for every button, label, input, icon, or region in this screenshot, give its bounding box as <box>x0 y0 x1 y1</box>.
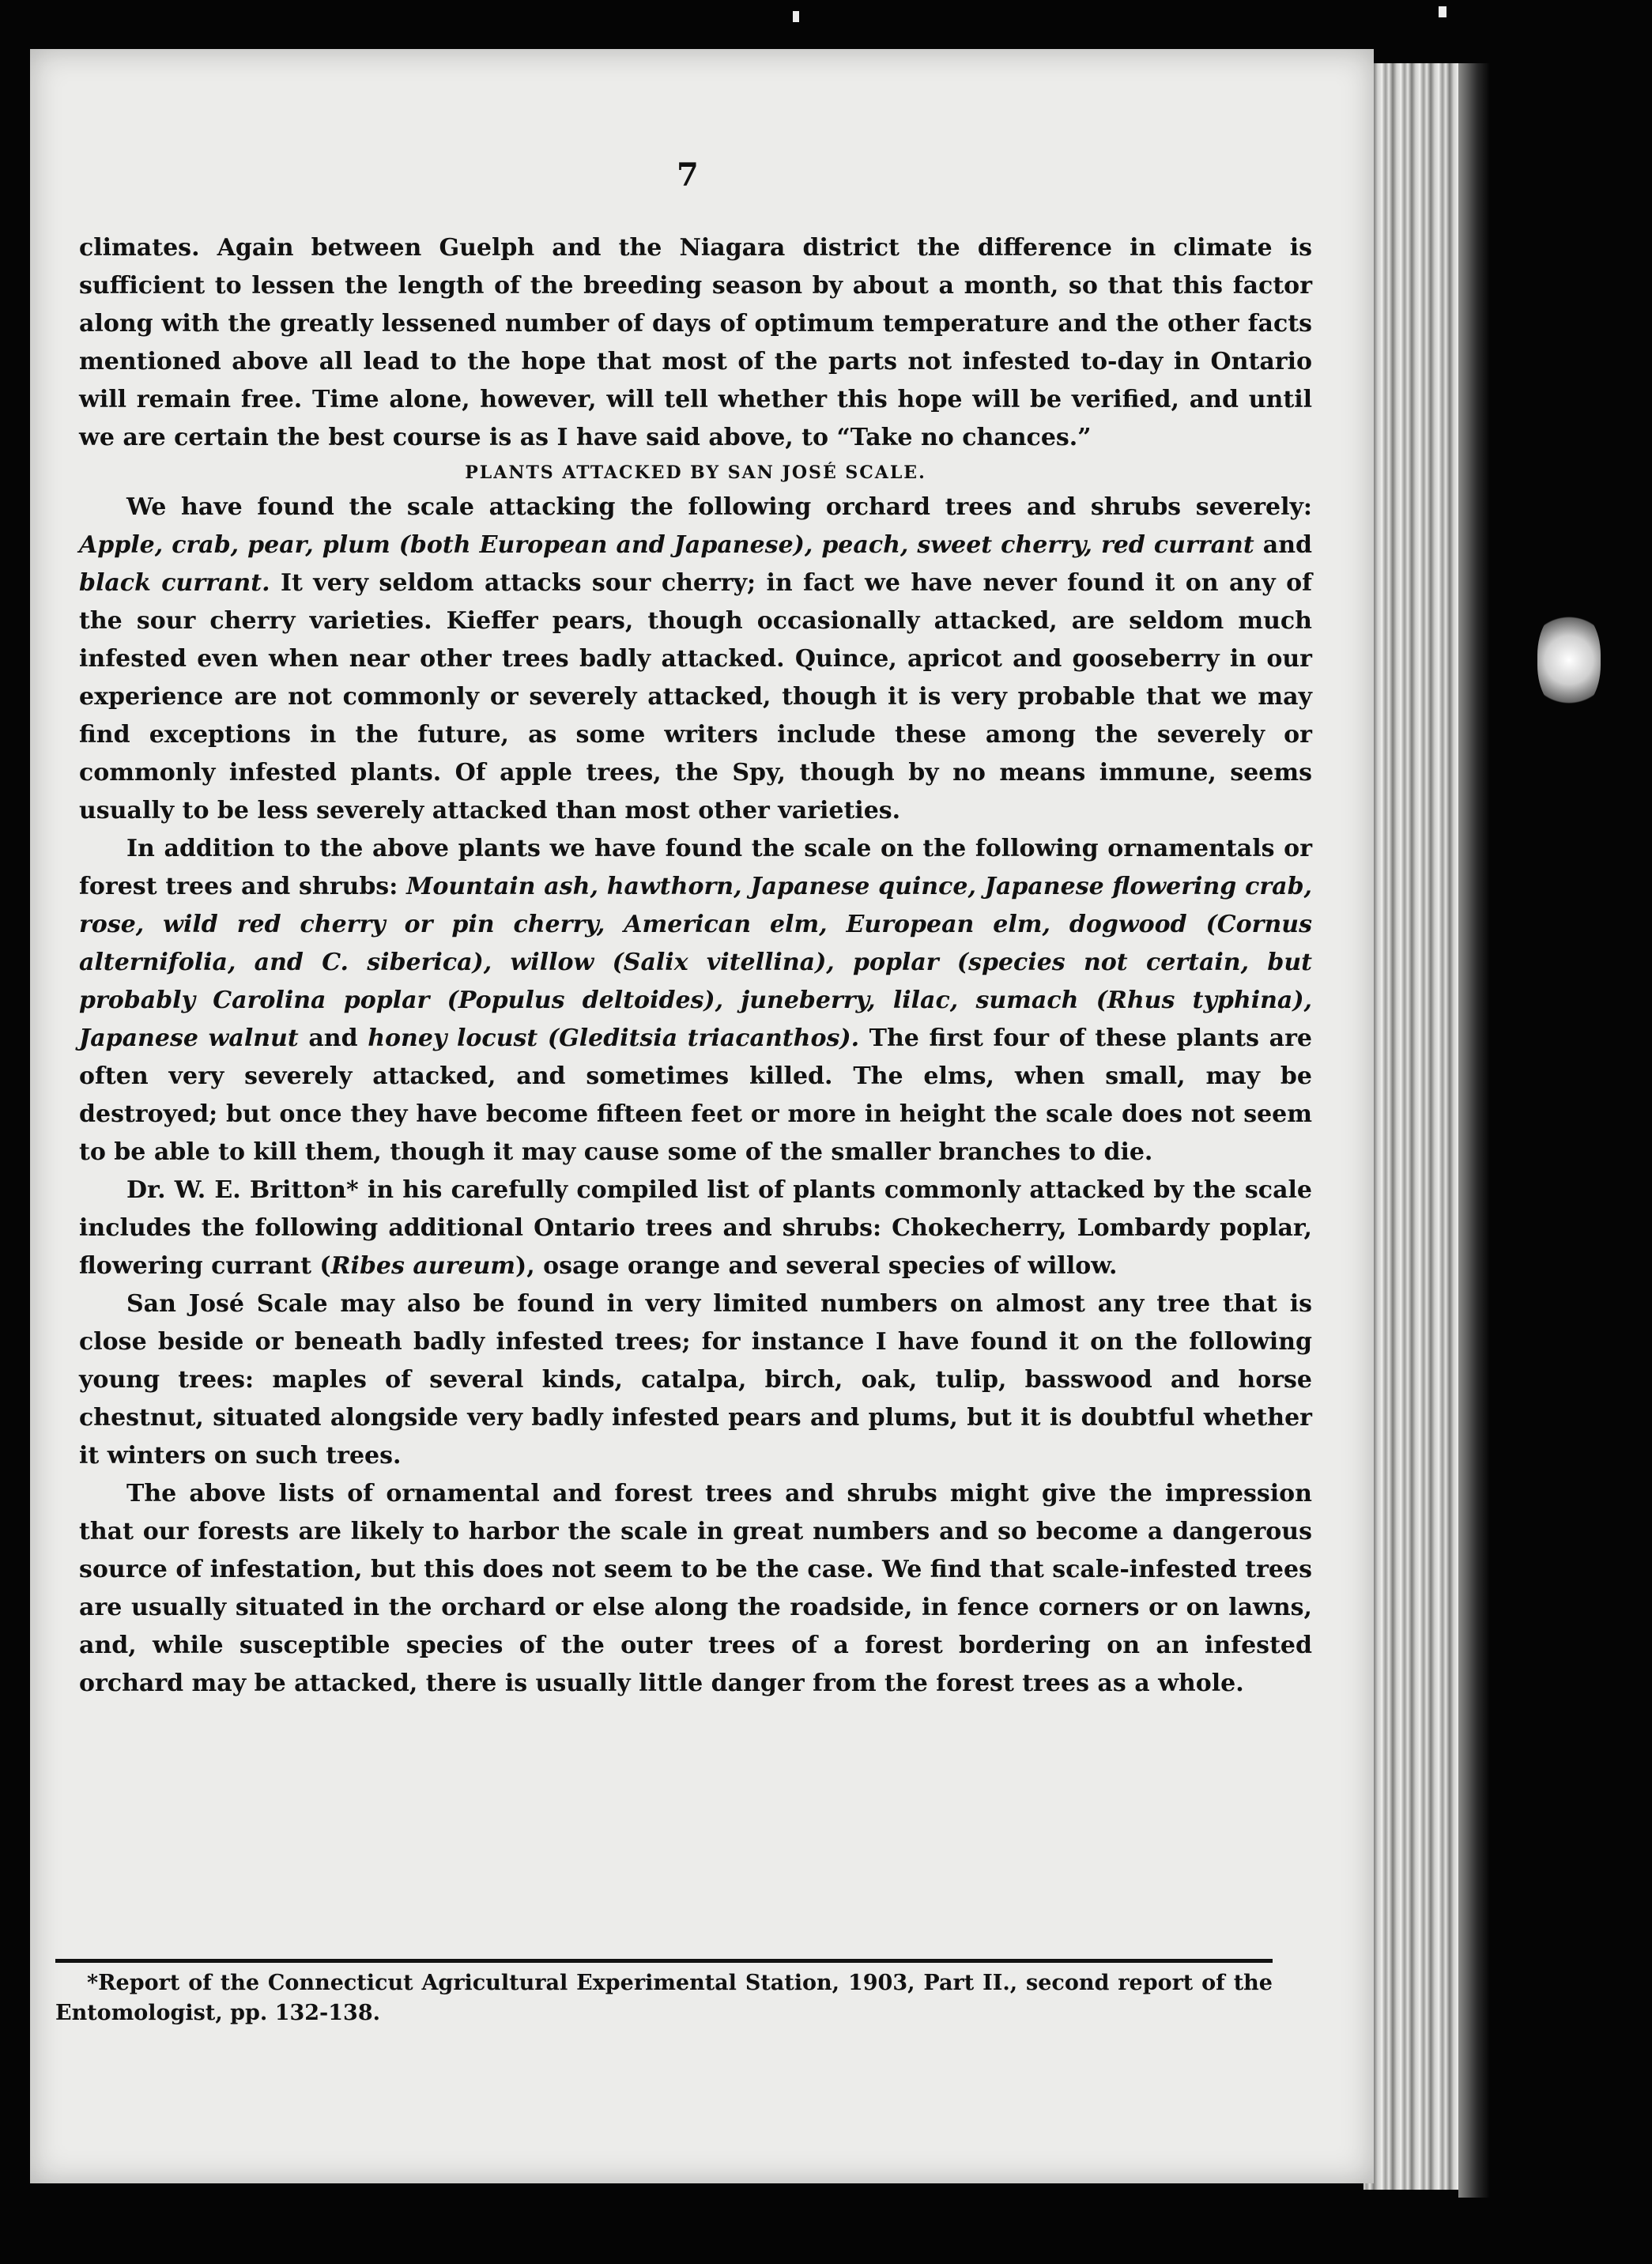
text-run: and <box>308 1024 358 1052</box>
text-run: and <box>1262 531 1312 559</box>
film-blemish <box>1537 609 1601 711</box>
page-number: 7 <box>677 157 699 194</box>
text-run: The first four of these plants are often very severely attacked, and sometimes killed. The elms, when small, may be destroyed; but once they have become fifteen feet or more in height the scale does not seem to be able to kill them, though it may cause some of the smaller branches to die. <box>79 1024 1312 1166</box>
footnote-rule <box>55 1959 1273 1963</box>
page-edge-stack <box>1363 63 1458 2190</box>
italic-run: black currant. <box>79 569 270 597</box>
text-run: ), osage orange and several species of willow. <box>515 1252 1118 1280</box>
italic-run: Mountain ash, hawthorn, Japanese quince, Japanese flowering crab, rose, wild red cherry or pin cherry, American elm, European elm, dogwood (Cornus alternifolia, and C. siberica), willow (Salix vitellina), poplar (species not certain, but probably Carolina poplar (Populus deltoides), juneberry, lilac, sumach (Rhus typhina), Japanese walnut <box>79 873 1312 1052</box>
italic-run: Apple, crab, pear, plum (both European and Japanese), peach, sweet cherry, red currant <box>79 531 1254 559</box>
paragraph-other-trees: San José Scale may also be found in very limited numbers on almost any tree that is close beside or beneath badly infested trees; for instance I have found it on the following young trees: maples of several kinds, catalpa, birch, oak, tulip, basswood and horse chestnut, situated alongside very badly infested pears and plums, but it is doubtful whether it winters on such trees. <box>79 1290 1312 1470</box>
italic-run: honey locust (Gleditsia triacanthos). <box>368 1024 860 1052</box>
paragraph-forests: The above lists of ornamental and forest trees and shrubs might give the impression that our forests are likely to harbor the scale in great numbers and so become a dangerous source of infestation, but this does not seem to be the case. We find that scale-infested trees are usually situated in the orchard or else along the roadside, in fence corners or on lawns, and, while susceptible species of the outer trees of a forest bordering on an infested orchard may be attacked, there is usually little danger from the forest trees as a whole. <box>79 1480 1312 1697</box>
section-heading: PLANTS ATTACKED BY SAN JOSÉ SCALE. <box>465 462 926 483</box>
paragraph-climates: climates. Again between Guelph and the Niagara district the difference in climate is sufficient to lessen the length of the breeding season by about a month, so that this factor along with the greatly lessened number of days of optimum temperature and the other facts mentioned above all lead to the hope that most of the parts not infested to-day in Ontario will remain free. Time alone, however, will tell whether this hope will be verified, and until we are certain the best course is as I have said above, to “Take no chances.” <box>79 234 1312 451</box>
paragraph-ornamentals <box>79 830 1312 1172</box>
paragraph-orchard-trees <box>79 489 1312 830</box>
paragraph-britton <box>79 1172 1312 1285</box>
body-text <box>79 229 1312 1703</box>
film-speck <box>1439 6 1446 17</box>
footnote <box>55 1968 1273 2028</box>
text-run: Dr. W. E. Britton* in his carefully compiled list of plants commonly attacked by the scale includes the following additional Ontario trees and shrubs: Chokecherry, Lombardy poplar, flowering currant ( <box>79 1176 1312 1280</box>
text-run: We have found the scale attacking the following orchard trees and shrubs severely: <box>126 493 1312 521</box>
film-speck <box>793 11 799 22</box>
footnote-text: *Report of the Connecticut Agricultural Experimental Station, 1903, Part II., second report of the Entomologist, pp. 132-138. <box>55 1971 1273 2025</box>
italic-run: Ribes aureum <box>330 1252 516 1280</box>
text-run: In addition to the above plants we have found the scale on the following ornamentals or forest trees and shrubs: <box>79 835 1312 900</box>
text-run: It very seldom attacks sour cherry; in fact we have never found it on any of the sour cherry varieties. Kieffer pears, though occasionally attacked, are seldom much infested even when near other trees badly attacked. Quince, apricot and gooseberry in our experience are not commonly or severely attacked, though it is very probable that we may find exceptions in the future, as some writers include these among the severely or commonly infested plants. Of apple trees, the Spy, though by no means immune, seems usually to be less severely attacked than most other varieties. <box>79 569 1312 824</box>
page-edge-shadow <box>1458 63 1490 2198</box>
